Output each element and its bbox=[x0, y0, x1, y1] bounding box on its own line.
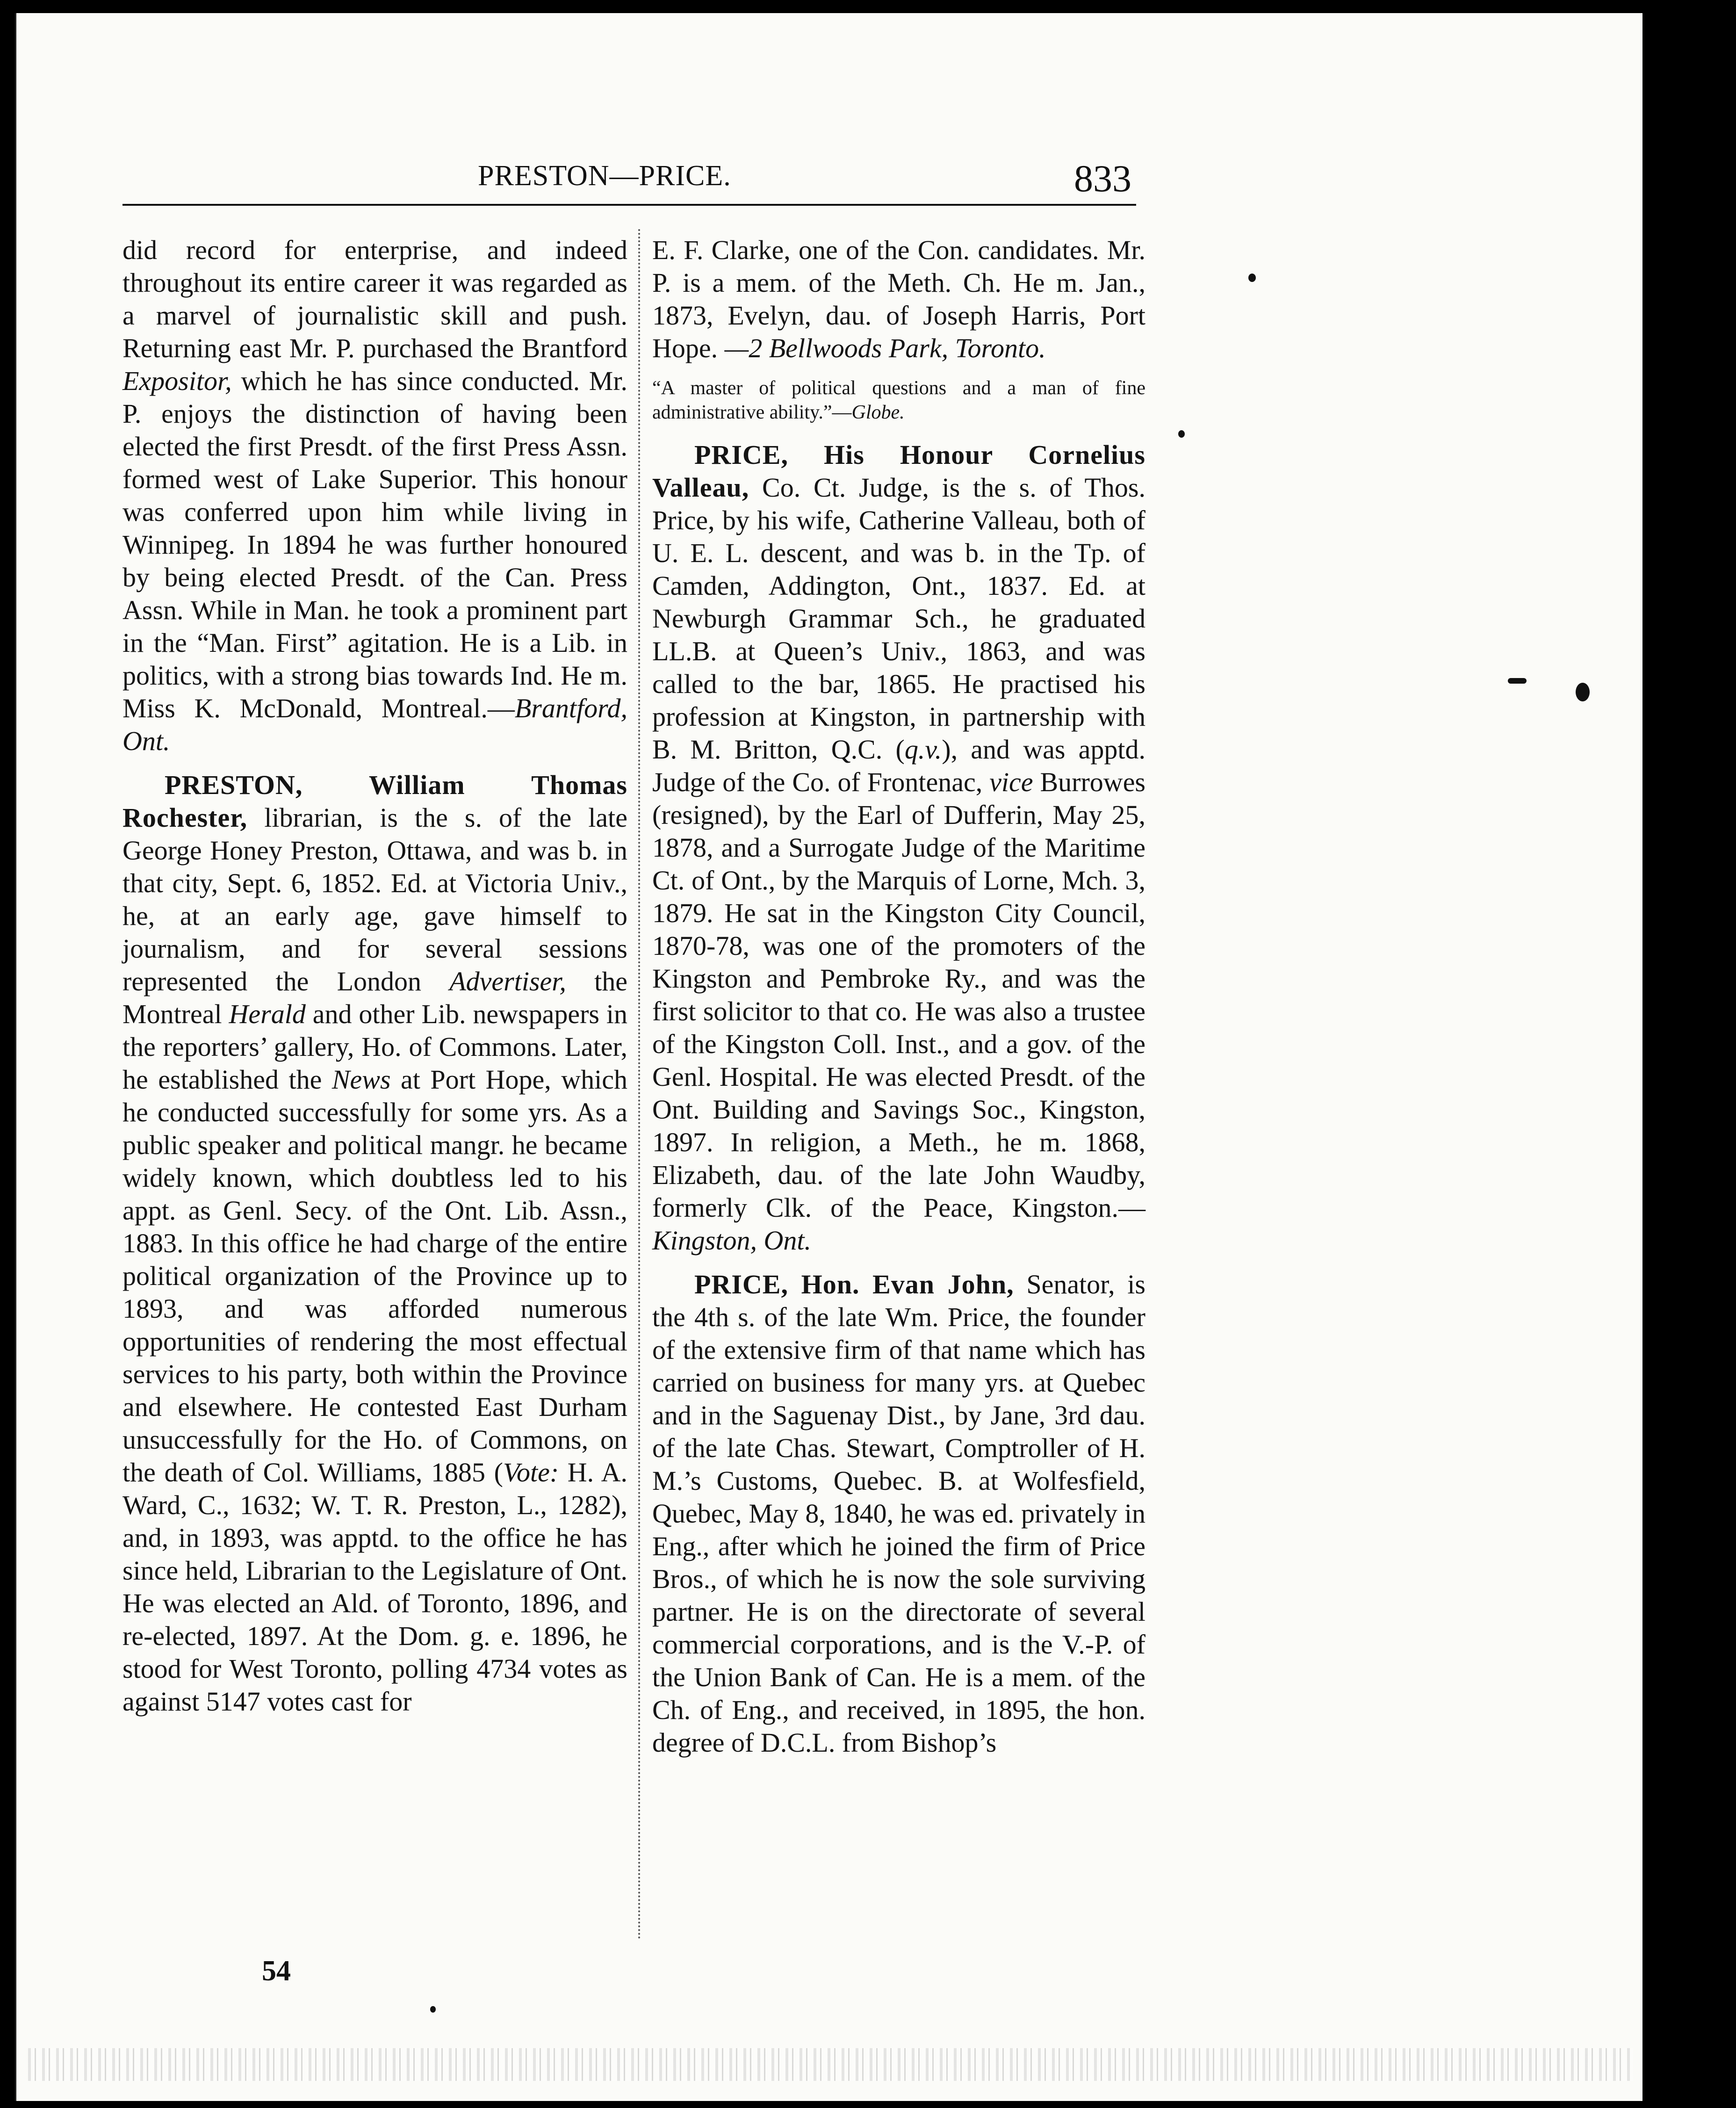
source-citation: —2 Bellwoods Park, Toronto. bbox=[724, 333, 1046, 363]
entry-price-cornelius: PRICE, His Honour Cornelius Valleau, Co. Ct. Judge, is the s. of Thos. Price, by his wife, Catherine Valleau, both of U. E. L. descent, and was b. in the Tp. of Camden, Addington, Ont., 1837. Ed. at Newburgh Grammar Sch., he graduated LL.B. at Queen’s Univ., 1863, and was called to the bar, 1865. He practised his profession at Kingston, in partnership with B. M. Britton, Q.C. (q.v.), and was apptd. Judge of the Co. of Frontenac, vice Burrowes (resigned), by the Earl of Dufferin, May 25, 1878, and a Surrogate Judge of the Maritime Ct. of Ont., by the Marquis of Lorne, Mch. 3, 1879. He sat in the Kingston City Council, 1870-78, was one of the promoters of the Kingston and Pembroke Ry., and was the first solicitor to that co. He was also a trustee of the Kingston Coll. Inst., and a gov. of the Genl. Hospital. He was elected Presdt. of the Ont. Building and Savings Soc., Kingston, 1897. In religion, a Meth., he m. 1868, Elizabeth, dau. of the late John Waudby, formerly Clk. of the Peace, Kingston.—Kingston, Ont. bbox=[652, 440, 1146, 1256]
entry-heading: PRESTON, William Thomas Rochester, bbox=[122, 770, 627, 833]
running-head: PRESTON—PRICE. bbox=[478, 160, 731, 192]
ink-spot bbox=[1576, 683, 1590, 701]
header-rule bbox=[122, 204, 1136, 206]
source-citation: Brantford, Ont. bbox=[122, 693, 627, 756]
page-number: 833 bbox=[1074, 157, 1131, 200]
press-quote: “A master of political questions and a man of fine administrative ability.”—Globe. bbox=[652, 377, 1145, 423]
paragraph: E. F. Clarke, one of the Con. candidates. Mr. P. is a mem. of the Meth. Ch. He m. Jan., 1873, Evelyn, dau. of Joseph Harris, Port Hope. —2 Bellwoods Park, Toronto. bbox=[652, 235, 1145, 363]
left-column bbox=[122, 234, 627, 1729]
source-citation: Kingston, Ont. bbox=[652, 1225, 811, 1256]
paragraph: did record for enterprise, and indeed throughout its entire career it was regarded as a marvel of journalistic skill and push. Returning east Mr. P. purchased the Brantford Expositor, which he has since conducted. Mr. P. enjoys the distinction of having been elected the first Presdt. of the first Press Assn. formed west of Lake Superior. This honour was conferred upon him while living in Winnipeg. In 1894 he was further honoured by being elected Presdt. of the Can. Press Assn. While in Man. he took a prominent part in the “Man. First” agitation. He is a Lib. in politics, with a strong bias towards Ind. He m. Miss K. McDonald, Montreal.—Brantford, Ont. bbox=[122, 235, 627, 756]
ink-spot bbox=[1178, 430, 1185, 438]
entry-preston: PRESTON, William Thomas Rochester, librarian, is the s. of the late George Honey Preston, Ottawa, and was b. in that city, Sept. 6, 1852. Ed. at Victoria Univ., he, at an early age, gave himself to journalism, and for several sessions represented the London Advertiser, the Montreal Herald and other Lib. newspapers in the reporters’ gallery, Ho. of Commons. Later, he established the News at Port Hope, which he conducted successfully for some yrs. As a public speaker and political mangr. he became widely known, which doubtless led to his appt. as Genl. Secy. of the Ont. Lib. Assn., 1883. In this office he had charge of the entire political organization of the Province up to 1893, and was afforded numerous opportunities of rendering the most effectual services to his party, both within the Province and elsewhere. He contested East Durham unsuccessfully for the Ho. of Commons, on the death of Col. Williams, 1885 (Vote: H. A. Ward, C., 1632; W. T. R. Preston, L., 1282), and, in 1893, was apptd. to the office he has since held, Librarian to the Legislature of Ont. He was elected an Ald. of Toronto, 1896, and re-elected, 1897. At the Dom. g. e. 1896, he stood for West Toronto, polling 4734 votes as against 5147 votes cast for bbox=[122, 770, 628, 1717]
signature-mark: 54 bbox=[262, 1955, 291, 1987]
ink-spot bbox=[1248, 274, 1256, 282]
ink-spot bbox=[430, 2006, 436, 2013]
ink-spot bbox=[1508, 678, 1527, 684]
entry-heading: PRICE, His Honour Cornelius Valleau, bbox=[652, 440, 1145, 503]
page-header bbox=[122, 157, 1136, 201]
right-column bbox=[652, 234, 1145, 1770]
scan-noise bbox=[28, 2048, 1633, 2081]
entry-heading: PRICE, Hon. Evan John, bbox=[694, 1269, 1014, 1299]
entry-price-evan: PRICE, Hon. Evan John, Senator, is the 4th s. of the late Wm. Price, the founder of the extensive firm of that name which has carried on business for many yrs. at Quebec and in the Saguenay Dist., by Jane, 3rd dau. of the late Chas. Stewart, Comptroller of H. M.’s Customs, Quebec. B. at Wolfesfield, Quebec, May 8, 1840, he was ed. privately in Eng., after which he joined the firm of Price Bros., of which he is now the sole surviving partner. He is on the directorate of several commercial corporations, and is the V.-P. of the Union Bank of Can. He is a mem. of the Ch. of Eng., and received, in 1895, the hon. degree of D.C.L. from Bishop’s bbox=[652, 1269, 1145, 1758]
scan-border bbox=[1683, 0, 1736, 2108]
column-divider bbox=[638, 229, 640, 1941]
